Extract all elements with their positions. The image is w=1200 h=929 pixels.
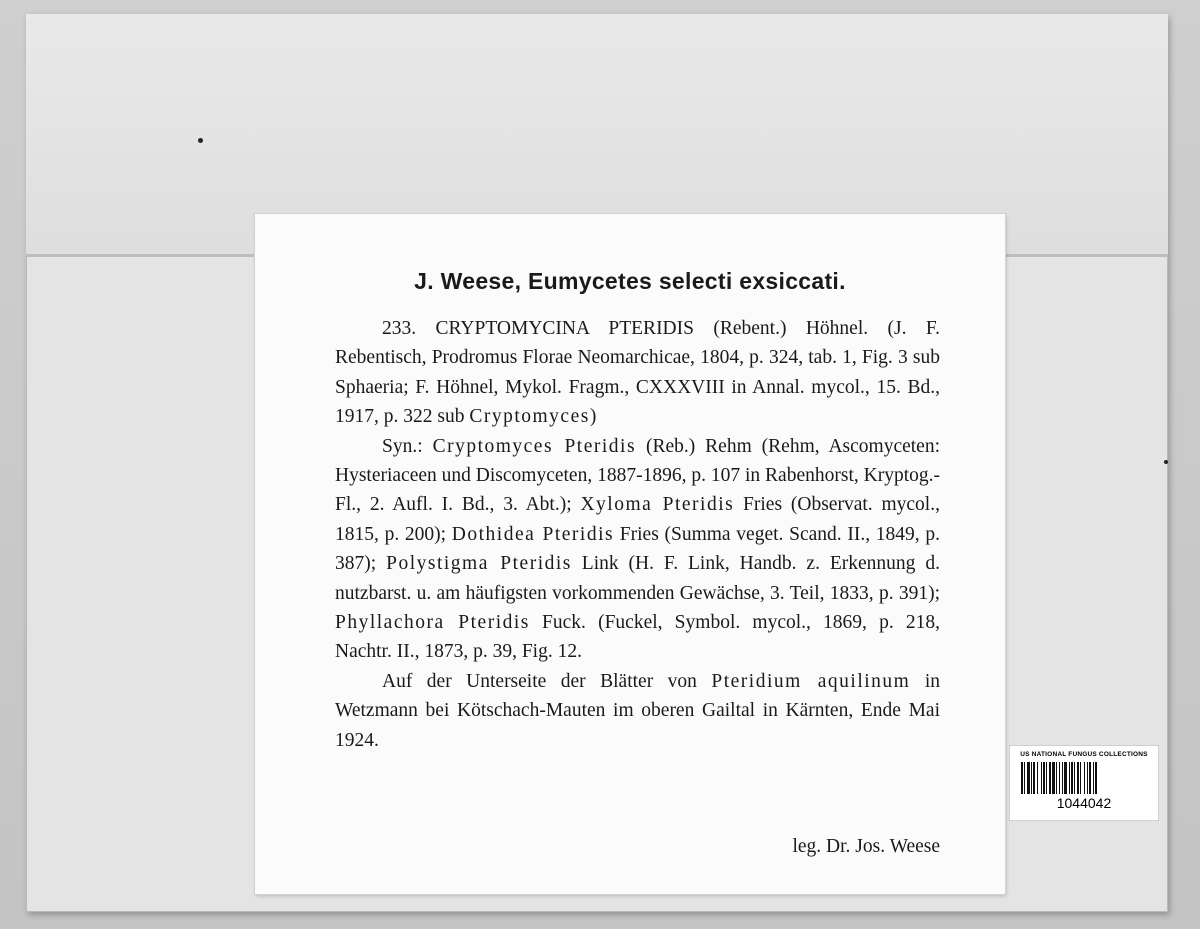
habitat-entry	[335, 667, 940, 755]
label-body	[335, 314, 940, 755]
barcode-number: 1044042	[1056, 795, 1112, 811]
barcode-bars	[1019, 762, 1149, 794]
synonym-name: Polystigma Pteridis	[386, 553, 572, 575]
exsiccata-label	[255, 214, 1005, 894]
species-references: (J. F. Rebentisch, Prodromus Florae Neomarchicae, 1804, p. 324, tab. 1, Fig. 3 sub Sphaeria; F. Höhnel, Mykol. Fragm., CXXXVIII in Annal. mycol., 15. Bd., 1917, p. 322 sub	[335, 318, 940, 428]
synonyms-label: Syn.:	[382, 435, 433, 457]
barcode-stripe	[1071, 762, 1073, 794]
barcode-stripe	[1031, 762, 1032, 794]
label-title: J. Weese, Eumycetes selecti exsiccati.	[414, 268, 846, 294]
barcode-stripe	[1037, 762, 1038, 794]
collector-line: leg. Dr. Jos. Weese	[792, 836, 940, 857]
habitat-locality: in Wetzmann bei Kötschach-Mauten im oberen Gailtal in Kärnten, Ende Mai 1924.	[335, 670, 940, 751]
genus-name: Cryptomyces	[469, 406, 590, 428]
speck-mark	[198, 138, 203, 143]
barcode-stripe	[1069, 762, 1070, 794]
barcode-stripe	[1064, 762, 1067, 794]
barcode-stripe	[1033, 762, 1035, 794]
barcode-stripe	[1089, 762, 1091, 794]
habitat-intro: Auf der Unterseite der Blätter von	[382, 670, 712, 692]
species-authors: (Rebent.) Höhnel.	[693, 318, 869, 339]
barcode-stripe	[1052, 762, 1055, 794]
barcode-stripe	[1021, 762, 1023, 794]
barcode-label	[1010, 746, 1158, 820]
barcode-stripe	[1024, 762, 1025, 794]
barcode-header: US NATIONAL FUNGUS COLLECTIONS	[1020, 751, 1148, 758]
synonym-name: Dothidea Pteridis	[451, 523, 615, 545]
barcode-stripe	[1059, 762, 1060, 794]
barcode-stripe	[1077, 762, 1079, 794]
barcode-stripe	[1056, 762, 1057, 794]
barcode-stripe	[1049, 762, 1051, 794]
synonym-name: Phyllachora Pteridis	[335, 612, 530, 634]
exsiccata-number: 233.	[382, 318, 417, 339]
barcode-stripe	[1087, 762, 1088, 794]
barcode-stripe	[1041, 762, 1042, 794]
synonym-reference: Link (H. F. Link, Handb. z. Erkennung d. nutzbarst. u. am häufigsten vorkommenden Gewächse, 3. Teil, 1833, p. 391);	[335, 553, 940, 604]
barcode-stripe	[1046, 762, 1047, 794]
synonyms-entry	[335, 432, 940, 667]
barcode-stripe	[1093, 762, 1094, 794]
synonym-name: Cryptomyces Pteridis	[432, 435, 637, 457]
barcode-stripe	[1074, 762, 1075, 794]
species-entry	[335, 314, 940, 432]
synonym-reference: Fries (Observat. mycol., 1815, p. 200);	[335, 494, 940, 545]
barcode-stripe	[1062, 762, 1063, 794]
synonym-reference: Fries (Summa veget. Scand. II., 1849, p. 387);	[335, 523, 940, 575]
barcode-stripe	[1084, 762, 1085, 794]
host-name: Pteridium aquilinum	[711, 670, 911, 692]
barcode-stripe	[1027, 762, 1030, 794]
closing-paren: )	[589, 406, 597, 428]
barcode-stripe	[1043, 762, 1045, 794]
speck-mark	[1164, 460, 1168, 464]
barcode-stripe	[1095, 762, 1097, 794]
species-name: CRYPTOMYCINA PTERIDIS	[435, 318, 694, 339]
synonym-name: Xyloma Pteridis	[580, 494, 735, 516]
barcode-stripe	[1080, 762, 1081, 794]
synonym-reference: (Reb.) Rehm (Rehm, Ascomyceten: Hysteriaceen und Discomyceten, 1887-1896, p. 107 in Rabenhorst, Kryptog.-Fl., 2. Aufl. I. Bd., 3. Abt.);	[335, 435, 940, 516]
synonym-reference: Fuck. (Fuckel, Symbol. mycol., 1869, p. 218, Nachtr. II., 1873, p. 39, Fig. 12.	[335, 612, 940, 663]
